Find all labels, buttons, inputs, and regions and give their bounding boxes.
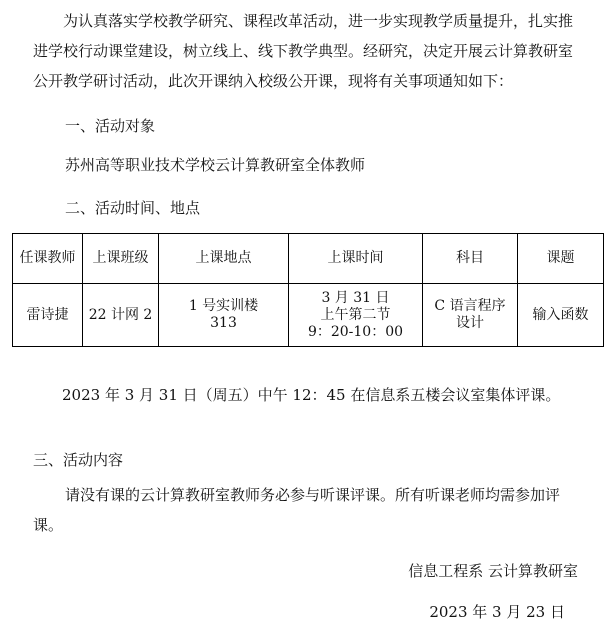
section3-content: 请没有课的云计算教研室教师务必参与听课评课。所有听课老师均需参加评课。 <box>33 486 561 534</box>
header-subject: 科目 <box>423 234 518 284</box>
header-topic: 课题 <box>518 234 604 284</box>
location-room: 313 <box>210 315 237 331</box>
header-location: 上课地点 <box>159 234 289 284</box>
cell-subject <box>423 284 518 347</box>
cell-location <box>159 284 289 347</box>
signature: 信息工程系 云计算教研室 <box>408 562 578 580</box>
time-date: 3 月 31 日 <box>321 289 390 306</box>
table-header-row <box>13 234 604 284</box>
cell-class: 22 计网 2 <box>83 284 159 347</box>
schedule-table <box>12 233 604 347</box>
section1-content: 苏州高等职业技术学校云计算教研室全体教师 <box>65 156 366 174</box>
review-note: 2023 年 3 月 31 日（周五）中午 12：45 在信息系五楼会议室集体评课。 <box>62 386 561 404</box>
subject-line-2: 设计 <box>456 315 484 331</box>
notice-date: 2023 年 3 月 23 日 <box>429 603 565 621</box>
section3-heading: 三、活动内容 <box>33 451 124 469</box>
table-row <box>13 284 604 347</box>
cell-time <box>289 284 423 347</box>
header-class: 上课班级 <box>83 234 159 284</box>
cell-teacher: 雷诗捷 <box>13 284 83 347</box>
subject-line-1: C 语言程序 <box>434 298 506 314</box>
time-range: 9：20-10：00 <box>307 323 404 340</box>
time-period: 上午第二节 <box>320 306 391 323</box>
header-time: 上课时间 <box>289 234 423 284</box>
location-building: 1 号实训楼 <box>188 298 259 314</box>
section1-heading: 一、活动对象 <box>65 117 156 135</box>
section2-heading: 二、活动时间、地点 <box>65 199 201 217</box>
cell-topic: 输入函数 <box>518 284 604 347</box>
header-teacher: 任课教师 <box>13 234 83 284</box>
intro-paragraph: 为认真落实学校教学研究、课程改革活动，进一步实现教学质量提升，扎实推进学校行动课堂建设，树立线上、线下教学典型。经研究，决定开展云计算教研室公开教学研讨活动，此次开课纳入校级公开课，现将有关事项通知如下： <box>33 12 574 90</box>
